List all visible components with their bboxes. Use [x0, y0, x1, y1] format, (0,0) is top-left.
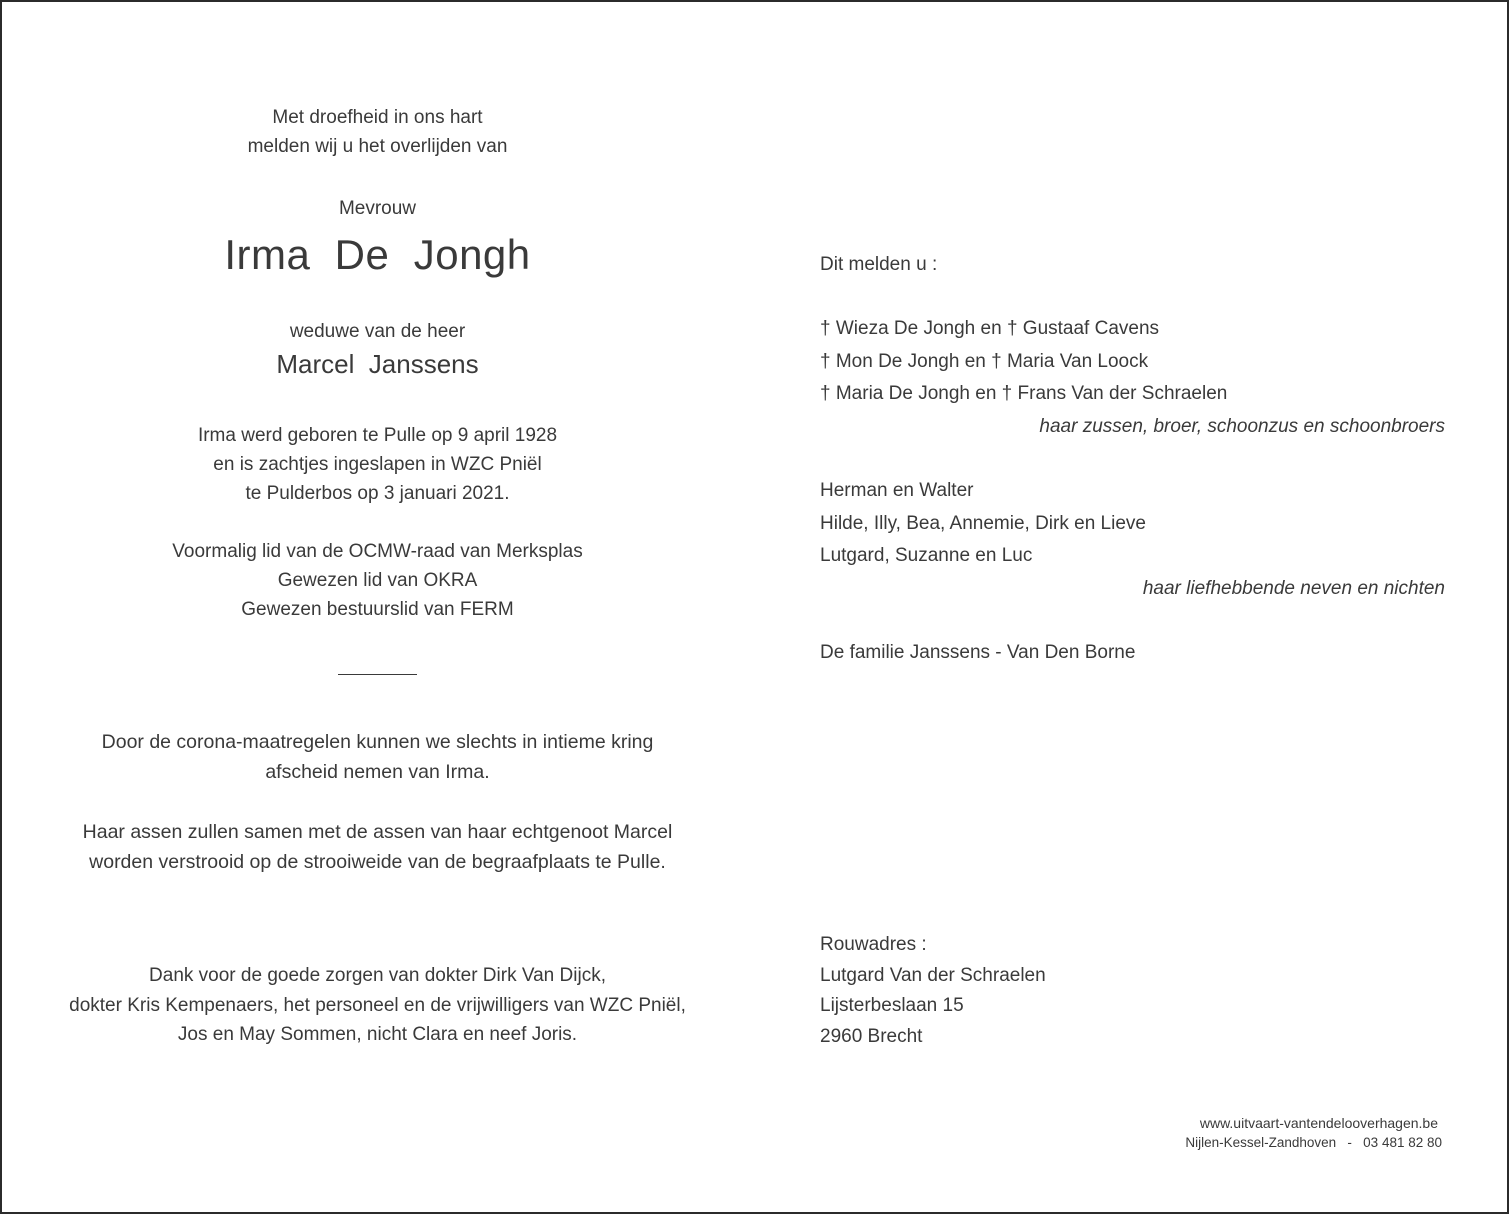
corona-line: Door de corona-maatregelen kunnen we slechts in intieme kring [101, 731, 654, 753]
ashes-notice [42, 817, 713, 877]
nephews-caption: haar liefhebbende neven en nichten [1142, 577, 1445, 599]
other-family: De familie Janssens - Van Den Borne [820, 642, 1136, 663]
deceased-name: Irma De Jongh [224, 231, 531, 278]
thanks-line: Jos en May Sommen, nicht Clara en neef Joris. [177, 1024, 578, 1045]
address-line: 2960 Brecht [820, 1025, 923, 1047]
nephews-list [820, 475, 1445, 605]
sibling-line: † Maria De Jongh en † Frans Van der Schraelen [820, 383, 1228, 404]
address-label: Rouwadres : [820, 934, 927, 955]
sibling-line: † Wieza De Jongh en † Gustaaf Cavens [820, 318, 1160, 339]
memberships-text [50, 537, 705, 624]
thanks-text [42, 961, 713, 1050]
thanks-line: dokter Kris Kempenaers, het personeel en de vrijwilligers van WZC Pniël, [69, 994, 686, 1016]
intro-line: Met droefheid in ons hart [272, 107, 483, 128]
ashes-line: worden verstrooid op de strooiweide van de begraafplaats te Pulle. [89, 851, 666, 873]
intro-text [50, 103, 705, 161]
bio-text [50, 421, 705, 508]
membership-line: Gewezen bestuurslid van FERM [241, 599, 514, 620]
corona-notice [42, 727, 713, 787]
sibling-line: † Mon De Jongh en † Maria Van Loock [820, 350, 1149, 372]
siblings-caption: haar zussen, broer, schoonzus en schoonbroers [1039, 415, 1445, 437]
mourning-address [820, 930, 1445, 1052]
corona-line: afscheid nemen van Irma. [265, 761, 490, 783]
siblings-list [820, 313, 1445, 443]
footer-website: www.uitvaart-vantendelooverhagen.be [1199, 1115, 1438, 1131]
footer [1185, 1113, 1442, 1153]
bio-line: en is zachtjes ingeslapen in WZC Pniël [213, 454, 542, 475]
nephew-line: Hilde, Illy, Bea, Annemie, Dirk en Lieve [820, 512, 1146, 534]
family-heading: Dit melden u : [820, 254, 938, 275]
membership-line: Voormalig lid van de OCMW-raad van Merksplas [172, 541, 583, 562]
bio-line: te Pulderbos op 3 januari 2021. [245, 483, 510, 504]
thanks-line: Dank voor de goede zorgen van dokter Dirk Van Dijck, [149, 965, 606, 986]
address-line: Lijsterbeslaan 15 [820, 995, 964, 1016]
membership-line: Gewezen lid van OKRA [277, 570, 478, 591]
footer-contact: Nijlen-Kessel-Zandhoven - 03 481 82 80 [1185, 1135, 1442, 1150]
address-line: Lutgard Van der Schraelen [820, 964, 1046, 986]
divider-line [338, 674, 417, 675]
bio-line: Irma werd geboren te Pulle op 9 april 1928 [197, 425, 558, 446]
spouse-name: Marcel Janssens [276, 349, 479, 379]
honorific: Mevrouw [338, 198, 417, 219]
intro-line: melden wij u het overlijden van [247, 136, 508, 157]
nephew-line: Herman en Walter [820, 480, 974, 501]
widow-of-text: weduwe van de heer [289, 321, 466, 342]
nephew-line: Lutgard, Suzanne en Luc [820, 545, 1033, 566]
ashes-line: Haar assen zullen samen met de assen van haar echtgenoot Marcel [82, 821, 673, 843]
